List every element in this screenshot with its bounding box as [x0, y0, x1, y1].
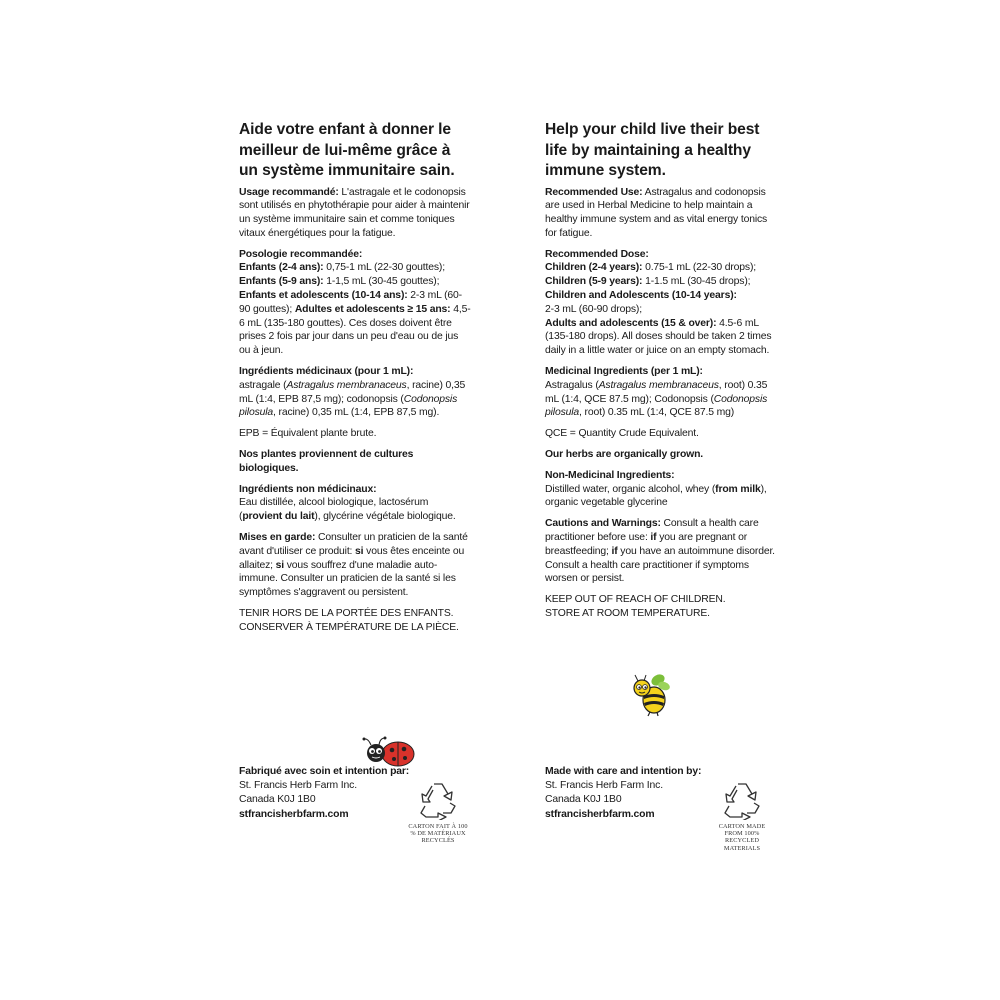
french-medicinal-latin2: Codonopsis pilosula — [239, 393, 458, 419]
english-nonmed-text2: ), organic vegetable glycerine — [545, 483, 767, 509]
french-medicinal-text3: , racine) 0,35 mL (1:4, EPB 87,5 mg). — [273, 407, 440, 419]
french-medicinal-text1: astragale ( — [239, 379, 287, 391]
english-usage-text: Astragalus and codonopsis are used in Herbal Medicine to help maintain a healthy immune system and as vital energy tonics for fatigue. — [545, 186, 768, 239]
english-cautions-text3: you have an autoimmune disorder. Consult a health care practitioner if symptoms worsen or persist. — [545, 545, 775, 585]
english-headline: Help your child live their best life by maintaining a healthy immune system. — [545, 121, 760, 179]
english-dose-line2-text: 1-1.5 mL (30-45 drops); — [642, 276, 751, 288]
english-usage-label: Recommended Use: — [545, 186, 643, 198]
english-usage — [545, 186, 775, 241]
english-dose-line4-text: 4.5-6 mL (135-180 drops). All doses should be taken 2 times daily in a little water or juice on an empty stomach. — [545, 317, 772, 357]
english-nonmed-label: Non-Medicinal Ingredients: — [545, 469, 675, 481]
english-store: STORE AT ROOM TEMPERATURE. — [545, 608, 710, 620]
french-company: St. Francis Herb Farm Inc. — [239, 780, 357, 792]
french-dose-line4-text: 4,5-6 mL (135-180 gouttes). Ces doses doivent être prises 2 fois par jour dans un peu d'eau ou de jus ou à jeun. — [239, 303, 471, 357]
french-dose-line1-text: 0,75-1 mL (22-30 gouttes); — [323, 262, 445, 274]
english-cautions-label: Cautions and Warnings: — [545, 518, 661, 530]
recycle-icon — [721, 780, 763, 820]
french-dose — [239, 248, 471, 358]
english-nonmedicinal — [545, 469, 775, 510]
french-nonmed-text1: Eau distillée, alcool biologique, lactosérum ( — [239, 497, 429, 523]
french-dose-line2-text: 1-1,5 mL (30-45 gouttes); — [323, 276, 440, 288]
french-recycle-badge — [408, 780, 468, 845]
french-dose-line3-label: Enfants et adolescents (10-14 ans): — [239, 290, 408, 302]
english-made-by: Made with care and intention by: — [545, 766, 702, 777]
recycle-icon — [417, 780, 459, 820]
english-cautions-if2: if — [611, 545, 618, 557]
french-nonmed-label: Ingrédients non médicinaux: — [239, 483, 377, 495]
french-medicinal-ingredients — [239, 365, 471, 420]
english-medicinal-latin2: Codonopsis pilosula — [545, 393, 768, 419]
english-dose-line4-label: Adults and adolescents (15 & over): — [545, 317, 717, 329]
english-company: St. Francis Herb Farm Inc. — [545, 780, 663, 792]
french-store: CONSERVER À TEMPÉRATURE DE LA PIÈCE. — [239, 621, 459, 633]
french-medicinal-label: Ingrédients médicinaux (pour 1 mL): — [239, 366, 414, 378]
english-medicinal-latin1: Astragalus membranaceus — [598, 379, 719, 391]
french-dose-line2-label: Enfants (5-9 ans): — [239, 276, 324, 288]
english-medicinal-text3: , root) 0.35 mL (1:4, QCE 87.5 mg) — [579, 407, 735, 419]
english-medicinal-text2: , root) 0.35 mL (1:4, QCE 87.5 mg); Codonopsis ( — [545, 379, 768, 405]
english-dose-label: Recommended Dose: — [545, 248, 649, 260]
french-usage — [239, 186, 471, 241]
french-nonmed-milk: provient du lait — [242, 511, 315, 523]
french-epb-note: EPB = Équivalent plante brute. — [239, 428, 377, 440]
french-cautions-text1: Consulter un praticien de la santé avant d'utiliser ce produit: — [239, 532, 468, 557]
english-cautions-text2: you are pregnant or breastfeeding; — [545, 532, 748, 557]
english-medicinal-text1: Astragalus ( — [545, 379, 599, 391]
french-recycle-caption: CARTON FAIT À 100 % DE MATÉRIAUX RECYCLÉS — [408, 823, 468, 845]
english-dose-line2-label: Children (5-9 years): — [545, 276, 643, 288]
french-cautions — [239, 531, 471, 600]
french-nonmed-text2: ), glycérine végétale biologique. — [314, 511, 456, 523]
french-website: stfrancisherbfarm.com — [239, 808, 349, 820]
french-keep-out: TENIR HORS DE LA PORTÉE DES ENFANTS. — [239, 608, 454, 620]
french-storage — [239, 607, 471, 635]
french-column — [239, 120, 471, 642]
english-medicinal-ingredients — [545, 365, 775, 420]
english-dose — [545, 248, 775, 358]
english-website: stfrancisherbfarm.com — [545, 808, 655, 820]
english-column — [545, 120, 775, 628]
french-cautions-text2: vous êtes enceinte ou allaitez; — [239, 545, 465, 571]
french-footer — [239, 765, 409, 822]
english-cautions — [545, 517, 775, 586]
english-recycle-badge — [712, 780, 772, 852]
french-dose-label: Posologie recommandée: — [239, 248, 363, 260]
english-dose-line3-label: Children and Adolescents (10-14 years): — [545, 290, 737, 302]
french-made-by: Fabriqué avec soin et intention par: — [239, 766, 410, 777]
french-usage-text: L'astragale et le codonopsis sont utilisés en phytothérapie pour aider à maintenir un système immunitaire sain et comme toniques vitaux énergétiques pour la fatigue. — [239, 186, 470, 239]
english-footer — [545, 765, 701, 822]
english-dose-line1-label: Children (2-4 years): — [545, 262, 643, 274]
french-organic-note: Nos plantes proviennent de cultures biologiques. — [239, 449, 414, 474]
french-medicinal-text2: , racine) 0,35 mL (1:4, EPB 87,5 mg); codonopsis ( — [239, 379, 466, 405]
bee-icon — [628, 672, 674, 723]
english-nonmed-milk: from milk — [715, 483, 761, 495]
french-cautions-if1: si — [355, 545, 364, 557]
french-cautions-label: Mises en garde: — [239, 532, 316, 544]
french-cautions-text3: vous souffrez d'une maladie auto-immune. Consulter un praticien de la santé si les symptômes s'aggravent ou persistent. — [239, 559, 456, 599]
french-cautions-if2: si — [275, 559, 284, 571]
english-nonmed-text1: Distilled water, organic alcohol, whey ( — [545, 483, 716, 495]
english-organic-note: Our herbs are organically grown. — [545, 449, 704, 461]
english-storage — [545, 593, 775, 621]
english-medicinal-label: Medicinal Ingredients (per 1 mL): — [545, 366, 703, 378]
english-dose-line3-text: 2-3 mL (60-90 drops); — [545, 303, 642, 315]
french-headline: Aide votre enfant à donner le meilleur de lui-même grâce à un système immunitaire sain. — [239, 121, 455, 179]
english-recycle-caption: CARTON MADE FROM 100% RECYCLED MATERIALS — [718, 823, 766, 852]
french-address: Canada K0J 1B0 — [239, 794, 316, 806]
english-cautions-if1: if — [650, 532, 657, 544]
french-usage-label: Usage recommandé: — [239, 186, 339, 198]
english-dose-line1-text: 0.75-1 mL (22-30 drops); — [642, 262, 757, 274]
french-nonmedicinal — [239, 483, 471, 524]
french-dose-line3-text: 2-3 mL (60-90 gouttes); — [239, 290, 462, 315]
english-address: Canada K0J 1B0 — [545, 794, 622, 806]
french-medicinal-latin1: Astragalus membranaceus — [286, 379, 407, 391]
english-keep-out: KEEP OUT OF REACH OF CHILDREN. — [545, 594, 726, 606]
english-cautions-text1: Consult a health care practitioner before use: — [545, 518, 759, 544]
french-dose-line1-label: Enfants (2-4 ans): — [239, 262, 324, 274]
english-qce-note: QCE = Quantity Crude Equivalent. — [545, 428, 699, 440]
french-dose-line4-label: Adultes et adolescents ≥ 15 ans: — [294, 303, 451, 315]
